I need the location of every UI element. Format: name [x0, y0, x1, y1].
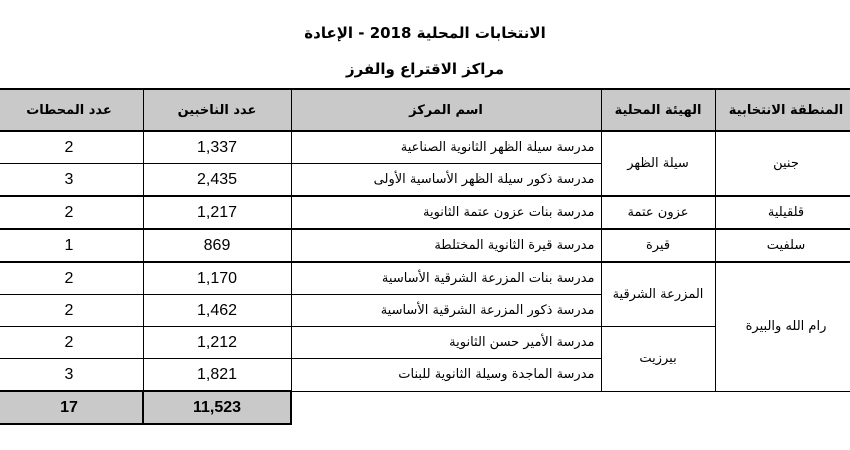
total-voters: 11,523	[143, 391, 291, 424]
body-cell: المزرعة الشرقية	[601, 262, 715, 327]
table-row	[0, 131, 850, 164]
region-cell: رام الله والبيرة	[715, 262, 850, 391]
header-stations: عدد المحطات	[0, 89, 143, 131]
header-center: اسم المركز	[291, 89, 601, 131]
stations-cell: 2	[0, 327, 143, 359]
region-cell: قلقيلية	[715, 196, 850, 229]
stations-cell: 2	[0, 196, 143, 229]
voters-cell: 1,821	[143, 359, 291, 392]
page-title: الانتخابات المحلية 2018 - الإعادة	[304, 24, 546, 42]
table-row	[0, 262, 850, 295]
voters-cell: 1,462	[143, 295, 291, 327]
region-cell: جنين	[715, 131, 850, 196]
center-cell: مدرسة قيرة الثانوية المختلطة	[291, 229, 601, 262]
center-cell: مدرسة سيلة الظهر الثانوية الصناعية	[291, 131, 601, 164]
stations-cell: 3	[0, 164, 143, 197]
body-cell: عزون عتمة	[601, 196, 715, 229]
voters-cell: 2,435	[143, 164, 291, 197]
stations-cell: 3	[0, 359, 143, 392]
center-cell: مدرسة ذكور سيلة الظهر الأساسية الأولى	[291, 164, 601, 197]
table-row	[0, 229, 850, 262]
center-cell: مدرسة بنات المزرعة الشرقية الأساسية	[291, 262, 601, 295]
totals-row	[0, 391, 850, 424]
center-cell: مدرسة ذكور المزرعة الشرقية الأساسية	[291, 295, 601, 327]
header-body: الهيئة المحلية	[601, 89, 715, 131]
body-cell: قيرة	[601, 229, 715, 262]
table-row	[0, 196, 850, 229]
stations-cell: 1	[0, 229, 143, 262]
stations-cell: 2	[0, 295, 143, 327]
header-voters: عدد الناخبين	[143, 89, 291, 131]
region-cell: سلفيت	[715, 229, 850, 262]
body-cell: بيرزيت	[601, 327, 715, 392]
table-header-row	[0, 89, 850, 131]
total-stations: 17	[0, 391, 143, 424]
stations-cell: 2	[0, 262, 143, 295]
header-region: المنطقة الانتخابية	[715, 89, 850, 131]
voters-cell: 1,170	[143, 262, 291, 295]
center-cell: مدرسة الأمير حسن الثانوية	[291, 327, 601, 359]
center-cell: مدرسة الماجدة وسيلة الثانوية للبنات	[291, 359, 601, 392]
stations-cell: 2	[0, 131, 143, 164]
polling-centers-table	[0, 88, 850, 425]
voters-cell: 1,212	[143, 327, 291, 359]
voters-cell: 1,217	[143, 196, 291, 229]
page-subtitle: مراكز الاقتراع والفرز	[345, 60, 505, 78]
body-cell: سيلة الظهر	[601, 131, 715, 196]
voters-cell: 869	[143, 229, 291, 262]
center-cell: مدرسة بنات عزون عتمة الثانوية	[291, 196, 601, 229]
voters-cell: 1,337	[143, 131, 291, 164]
